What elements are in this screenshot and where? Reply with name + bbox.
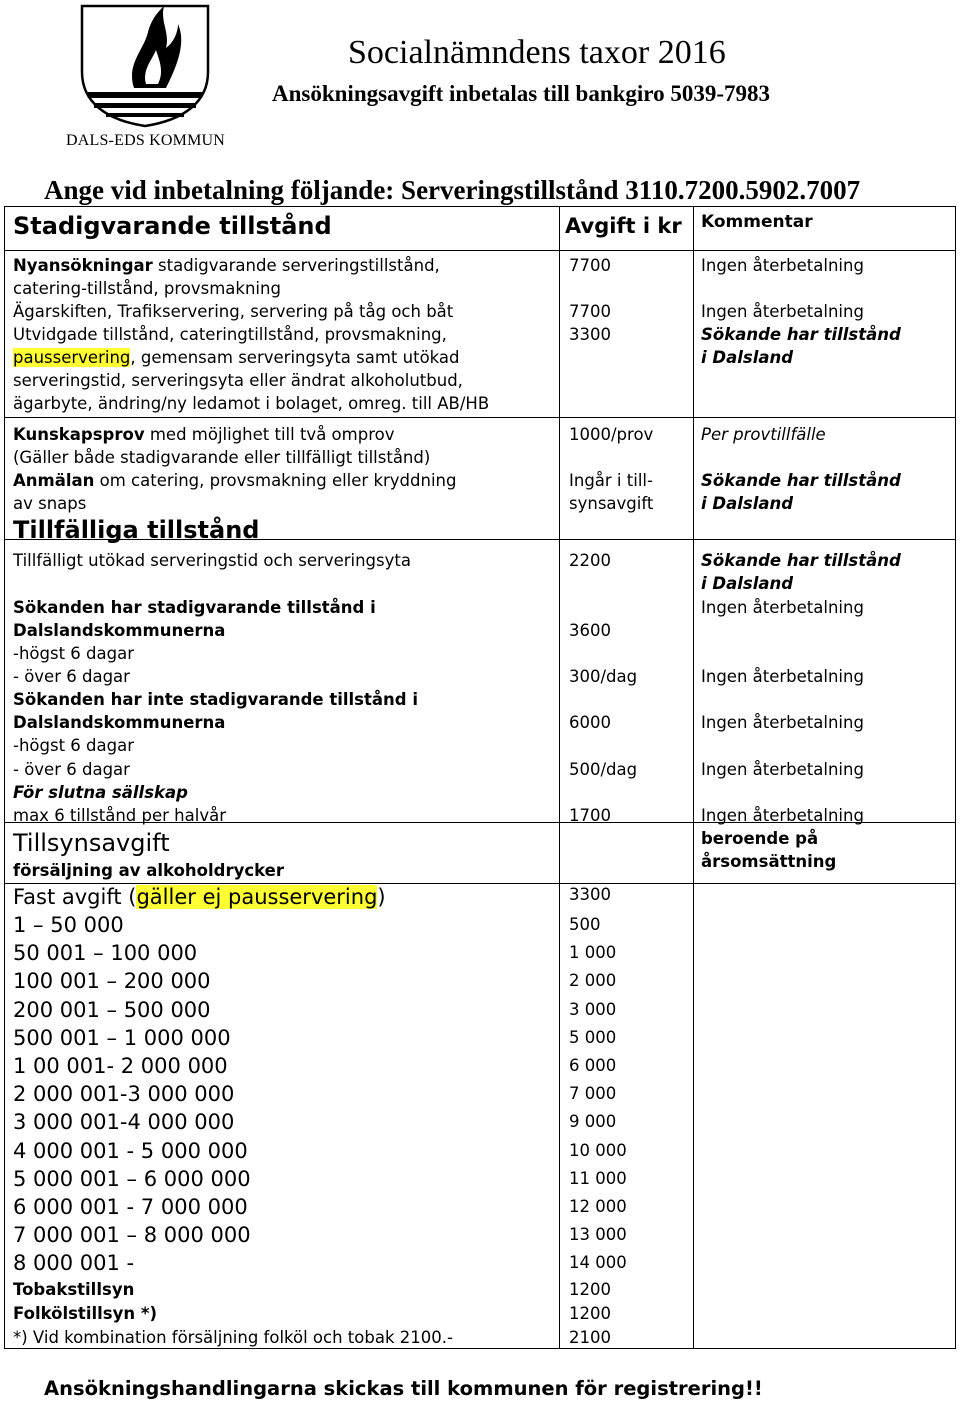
turnover-fee: 6 000 [569,1056,617,1075]
turnover-range: 6 000 001 - 7 000 000 [13,1195,248,1219]
fee-no-permit: 6000 [569,713,611,732]
turnover-range: 8 000 001 - [13,1251,135,1276]
comment-closed-party: Ingen återbetalning [701,806,864,825]
fee-extended-permits: 3300 [569,325,611,344]
turnover-range: 2 000 001-3 000 000 [13,1082,235,1107]
payment-reference: Ange vid inbetalning följande: Serveringstillstånd 3110.7200.5902.7007 [44,175,861,205]
comment-no-permit: Ingen återbetalning [701,713,864,732]
comment-notification: Sökande har tillstånd i Dalsland [701,471,901,513]
row-no-permit-over: - över 6 dagar [13,760,130,779]
turnover-fee: 11 000 [569,1168,627,1188]
turnover-fee: 7 000 [569,1084,617,1104]
fee-ownership-change: 7700 [569,302,611,321]
footer-notice: Ansökningshandlingarna skickas till kommunen för registrering!! [44,1377,763,1400]
page-subtitle: Ansökningsavgift inbetalas till bankgiro 5039-7983 [272,81,771,106]
turnover-fee: 10 000 [569,1140,627,1160]
row-ownership-change: Ägarskiften, Trafikservering, servering på tåg och båt [13,302,454,321]
section-heading-permanent: Stadigvarande tillstånd [13,212,332,240]
turnover-fee: 5 000 [569,1027,617,1047]
fee-tobacco: 1200 [569,1280,611,1299]
turnover-range: 4 000 001 - 5 000 000 [13,1138,248,1163]
fee-temporary-extended: 2200 [569,551,611,570]
row-new-applications: Nyansökningar stadigvarande serveringstillstånd, catering-tillstånd, provsmakning [13,256,440,298]
turnover-range: 7 000 001 – 8 000 000 [13,1223,251,1248]
row-folkol: Folkölstillsyn *) [13,1304,158,1323]
turnover-fee: 3 000 [569,999,617,1019]
fee-combination: 2100 [569,1328,611,1347]
page-title: Socialnämndens taxor 2016 [348,34,726,71]
turnover-range: 5 000 001 – 6 000 000 [13,1166,251,1191]
comment-has-permit: Ingen återbetalning [701,598,864,617]
row-temporary-extended: Tillfälligt utökad serveringstid och serveringsyta [13,551,411,570]
municipality-name: DALS-EDS KOMMUN [66,132,226,149]
column-header-comment: Kommentar [701,212,813,232]
row-closed-party: För slutna sällskap max 6 tillstånd per halvår [13,783,226,825]
fee-has-permit-over: 300/dag [569,667,638,686]
fee-no-permit-over: 500/dag [569,760,638,779]
supervision-fee-heading: Tillsynsavgift [13,829,170,857]
municipality-logo [74,2,216,128]
row-has-permit-over: - över 6 dagar [13,667,130,686]
row-notification: Anmälan om catering, provsmakning eller kryddning av snaps [13,471,457,513]
turnover-fee: 13 000 [569,1225,627,1245]
turnover-range: 100 001 – 200 000 [13,969,211,994]
supervision-fee-comment: beroende på årsomsättning [701,829,837,871]
fee-notification: Ingår i till- synsavgift [569,471,654,513]
section-heading-temporary: Tillfälliga tillstånd [13,516,260,544]
fee-has-permit: 3600 [569,621,611,640]
comment-temporary-extended: Sökande har tillstånd i Dalsland [701,551,901,593]
supervision-fee-subtitle: försäljning av alkoholdrycker [13,861,284,880]
turnover-fee: 2 000 [569,971,617,991]
comment-has-permit-over: Ingen återbetalning [701,667,864,686]
comment-new-applications: Ingen återbetalning [701,256,864,275]
fee-folkol: 1200 [569,1304,611,1323]
row-divider [5,250,955,251]
row-combination: *) Vid kombination försäljning folköl och tobak 2100.- [13,1328,453,1347]
turnover-fee: 9 000 [569,1112,617,1132]
fee-new-applications: 7700 [569,256,611,275]
turnover-range: 3 000 001-4 000 000 [13,1110,235,1135]
turnover-range: 500 001 – 1 000 000 [13,1025,231,1050]
turnover-fee: 500 [569,915,601,934]
turnover-fee: 12 000 [569,1197,627,1216]
turnover-fee: 14 000 [569,1253,627,1273]
row-fixed-fee: Fast avgift (gäller ej pausservering) [13,885,386,909]
comment-ownership-change: Ingen återbetalning [701,302,864,321]
fee-fixed-fee: 3300 [569,885,611,904]
row-has-permit: Sökanden har stadigvarande tillstånd i Dalslandskommunerna -högst 6 dagar [13,598,376,663]
row-no-permit: Sökanden har inte stadigvarande tillstånd i Dalslandskommunerna -högst 6 dagar [13,690,418,755]
turnover-range: 200 001 – 500 000 [13,997,211,1022]
column-header-fee: Avgift i kr [565,214,682,238]
turnover-fee: 1 000 [569,943,617,963]
row-divider [5,417,955,418]
fee-table [4,206,956,1349]
comment-extended-permits: Sökande har tillstånd i Dalsland [701,325,901,367]
fee-knowledge-test: 1000/prov [569,425,654,444]
row-knowledge-test: Kunskapsprov med möjlighet till två omprov (Gäller både stadigvarande eller tillfälligt tillstånd) [13,425,431,467]
comment-knowledge-test: Per provtillfälle [701,425,826,444]
fee-closed-party: 1700 [569,806,611,825]
turnover-range: 1 – 50 000 [13,913,124,937]
turnover-range: 1 00 001- 2 000 000 [13,1054,228,1078]
row-extended-permits: Utvidgade tillstånd, cateringtillstånd, provsmakning, pausservering, gemensam serveringsyta samt utökad serveringstid, serveringsyta eller ändrat alkoholutbud, ägarbyte, ändring/ny ledamot i bolaget, omreg. till AB/HB [13,325,490,413]
comment-no-permit-over: Ingen återbetalning [701,760,864,779]
turnover-range: 50 001 – 100 000 [13,941,198,966]
row-tobacco: Tobakstillsyn [13,1280,135,1299]
